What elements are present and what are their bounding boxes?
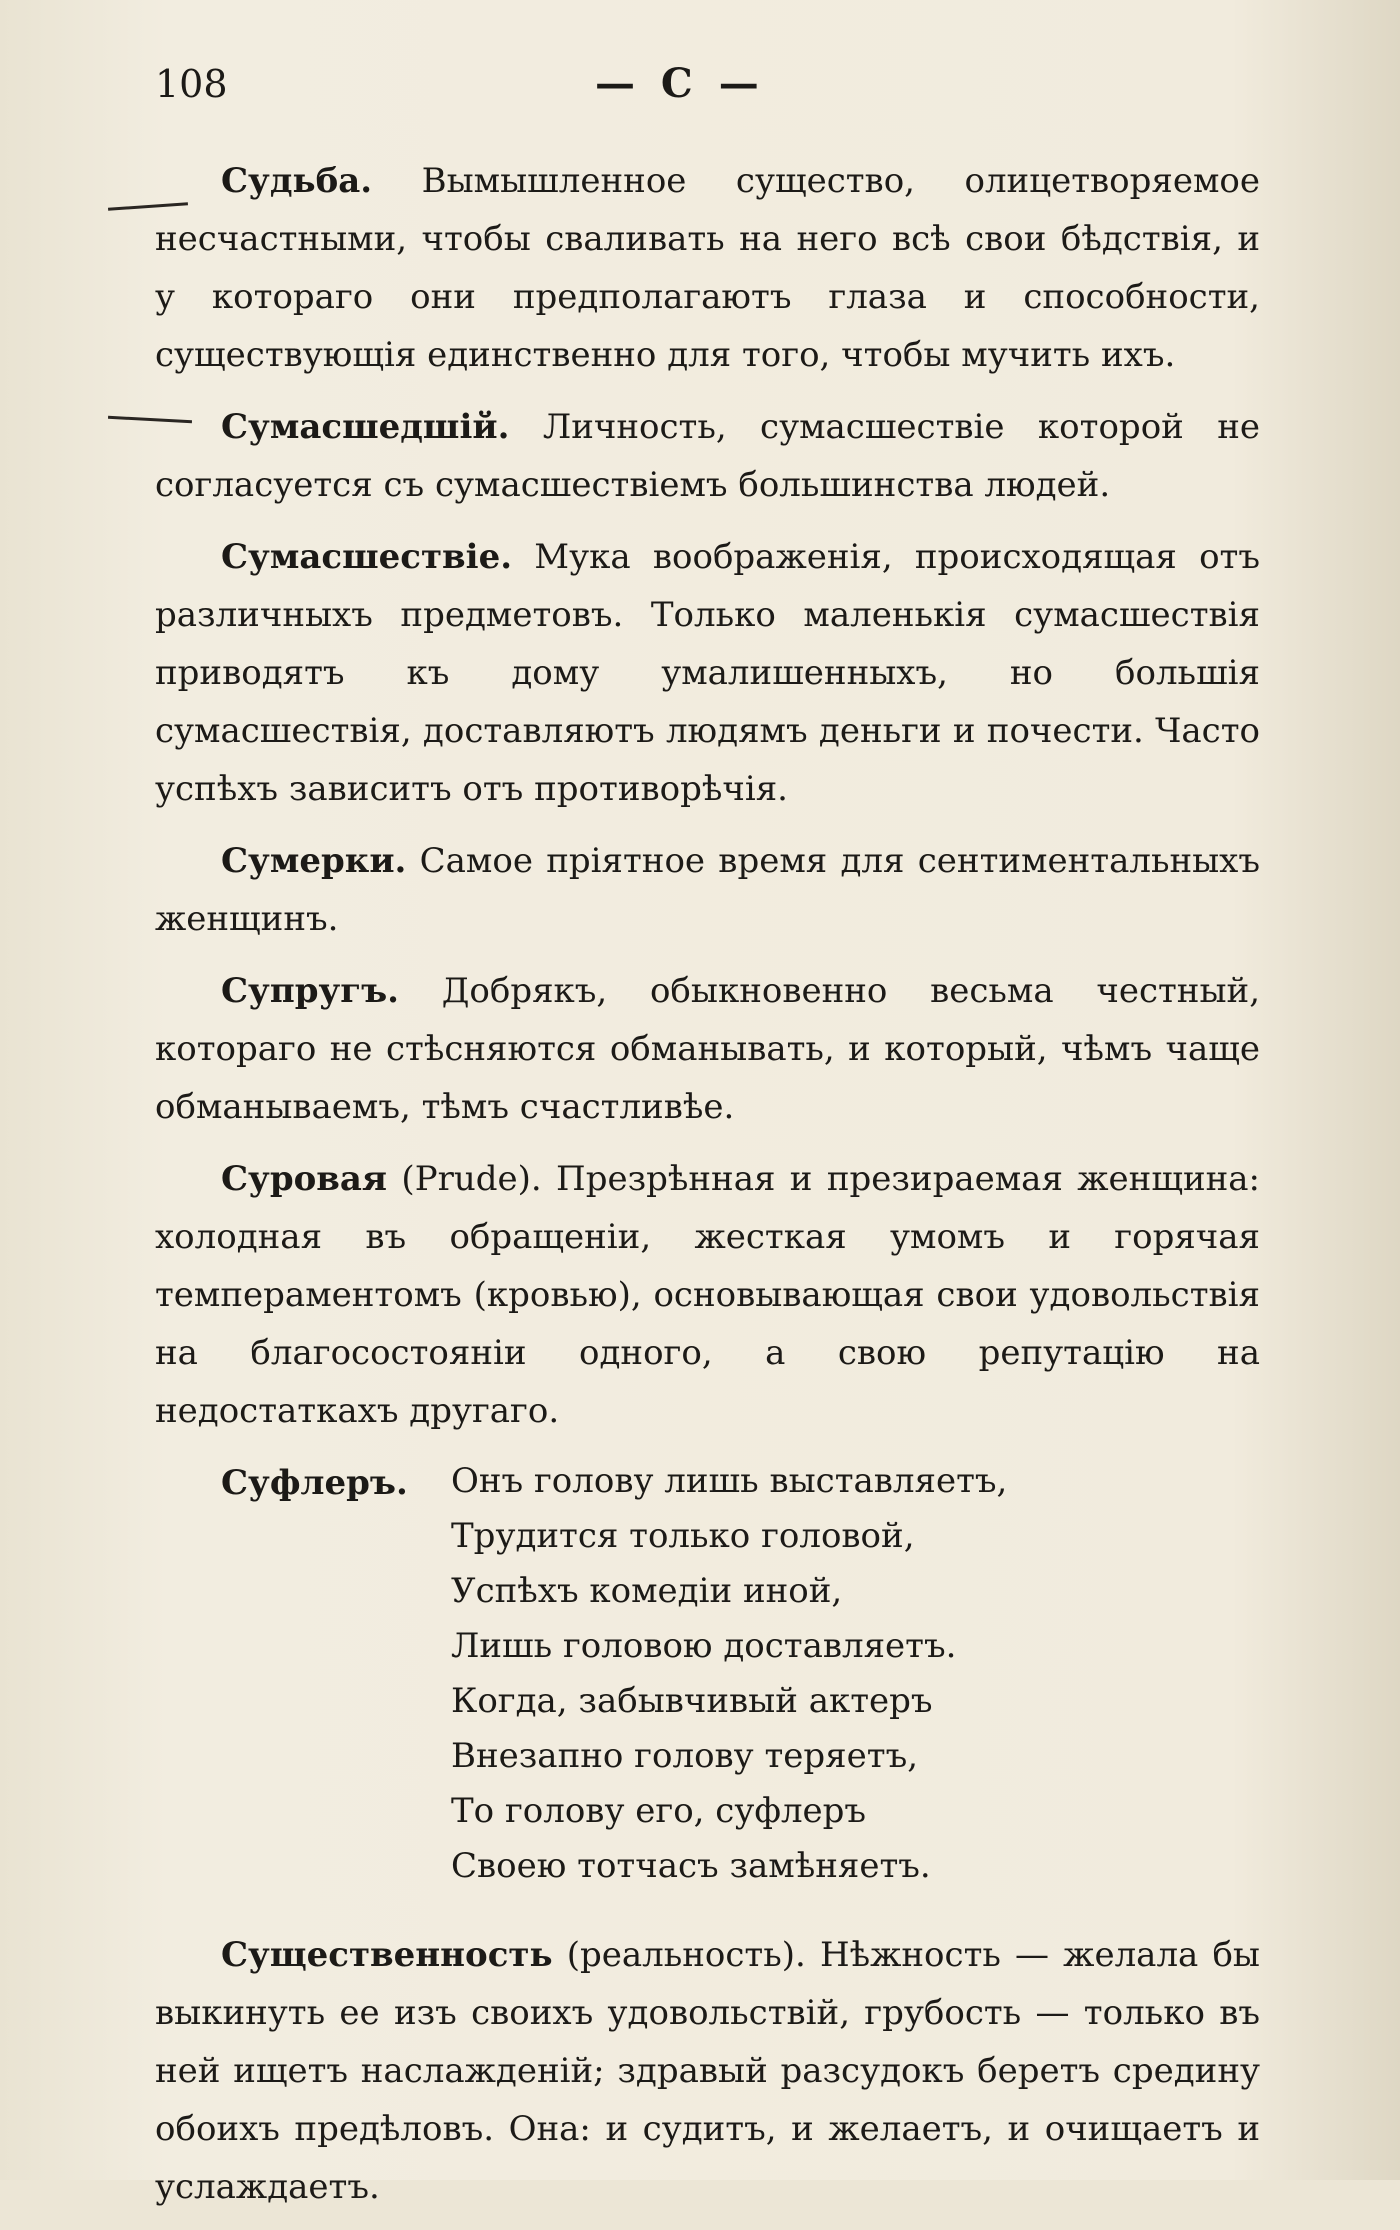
entry-suprug <box>155 962 1260 1136</box>
entry-sushchestvennost <box>155 1926 1260 2216</box>
verse-line: Трудится только головой, <box>451 1516 915 1556</box>
entry-sumasshedshiy <box>155 398 1260 514</box>
entry-sufler <box>221 1454 1260 1894</box>
entry-term: Судьба. <box>221 161 373 201</box>
entry-term: Суровая <box>221 1159 388 1199</box>
entry-term: Сумасшествіе. <box>221 537 513 577</box>
running-head: — С — <box>595 60 765 107</box>
verse-line: Своею тотчасъ замѣняетъ. <box>451 1846 931 1886</box>
verse-line: Лишь головою доставляетъ. <box>451 1626 957 1666</box>
entry-sumerki <box>155 832 1260 948</box>
entry-text: (реальность). Нѣжность — желала бы выкинуть ее изъ своихъ удовольствій, грубость — только въ ней ищетъ наслажденій; здравый разсудокъ беретъ средину обоихъ предѣловъ. Она: и судитъ, и желаетъ, и очищаетъ и услаждаетъ. <box>155 1935 1260 2207</box>
entry-sumasshestvie <box>155 528 1260 818</box>
entry-term: Сумасшедшій. <box>221 407 510 447</box>
verse-line: То голову его, суфлеръ <box>451 1791 867 1831</box>
entry-text: Самое пріятное время для сентиментальныхъ женщинъ. <box>155 841 1260 939</box>
verse-line: Онъ голову лишь выставляетъ, <box>451 1461 1008 1501</box>
entry-text: (Prude). Презрѣнная и презираемая женщина: холодная въ обращеніи, жесткая умомъ и горячая темпераментомъ (кровью), основывающая свои удовольствія на благосостояніи одного, а свою репутацію на недостаткахъ другаго. <box>155 1159 1260 1431</box>
verse-line: Когда, забывчивый актеръ <box>451 1681 933 1721</box>
page-number: 108 <box>155 62 228 106</box>
entry-term: Суфлеръ. <box>221 1463 408 1503</box>
entry-term: Сумерки. <box>221 841 407 881</box>
entry-text: Добрякъ, обыкновенно весьма честный, котораго не стѣсняются обманывать, и который, чѣмъ чаще обманываемъ, тѣмъ счастливѣе. <box>155 971 1260 1127</box>
entry-text: Мука воображенія, происходящая отъ различныхъ предметовъ. Только маленькія сумасшествія приводятъ къ дому умалишенныхъ, но большія сумасшествія, доставляютъ людямъ деньги и почести. Часто успѣхъ зависитъ отъ противорѣчія. <box>155 537 1260 809</box>
verse-line: Внезапно голову теряетъ, <box>451 1736 919 1776</box>
entry-surovaya <box>155 1150 1260 1440</box>
dictionary-body <box>155 152 1260 2230</box>
entry-text: Вымышленное существо, олицетворяемое несчастными, чтобы сваливать на него всѣ свои бѣдствія, и у котораго они предполагаютъ глаза и способности, существующія единственно для того, чтобы мучить ихъ. <box>155 161 1260 375</box>
entry-sudba <box>155 152 1260 384</box>
entry-term: Существенность <box>221 1935 553 1975</box>
verse <box>451 1454 1007 1894</box>
entry-text: Личность, сумасшествіе которой не согласуется съ сумасшествіемъ большинства людей. <box>155 407 1260 505</box>
page-header <box>155 62 1260 112</box>
verse-line: Успѣхъ комедіи иной, <box>451 1571 843 1611</box>
entry-term: Супругъ. <box>221 971 400 1011</box>
